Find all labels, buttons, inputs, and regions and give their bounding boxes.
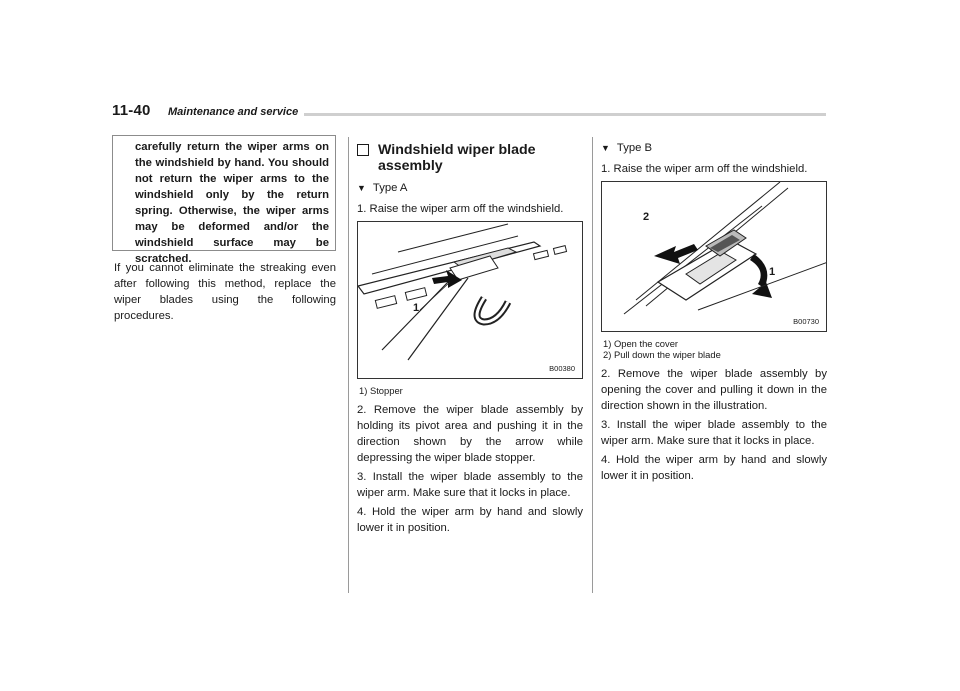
type-b-label: Type B <box>616 142 653 154</box>
column-divider-2 <box>592 137 593 593</box>
right-column <box>601 140 827 487</box>
caution-box <box>112 135 336 265</box>
type-a-step-3: 3. Install the wiper blade assembly to the wiper arm. Make sure that it locks in place. <box>357 471 583 499</box>
type-b-step-1: 1. Raise the wiper arm off the windshield. <box>601 163 808 175</box>
page-header <box>112 104 826 122</box>
type-a-step-1: 1. Raise the wiper arm off the windshield. <box>357 203 564 215</box>
section-title: Maintenance and service <box>168 106 299 118</box>
type-b-heading <box>601 140 827 156</box>
triangle-bullet-icon: ▼ <box>357 183 366 193</box>
section-heading-text: Windshield wiper blade assembly <box>378 142 536 174</box>
section-heading <box>357 142 583 174</box>
heading-square-icon <box>357 144 369 156</box>
type-a-step-2: 2. Remove the wiper blade assembly by holding its pivot area and pushing it in the direction shown by the arrow while depressing the wiper blade stopper. <box>357 404 583 464</box>
type-b-step-4: 4. Hold the wiper arm by hand and slowly lower it in position. <box>601 454 827 482</box>
type-a-heading <box>357 180 583 196</box>
figure-callout-2: 2 <box>643 211 650 223</box>
column-divider-1 <box>348 137 349 593</box>
type-a-step-4: 4. Hold the wiper arm by hand and slowly lower it in position. <box>357 506 583 534</box>
replacement-paragraph: If you cannot eliminate the streaking even after following this method, replace the wiper blades using the following procedures. <box>114 262 336 322</box>
wiper-cover-illustration <box>602 182 827 332</box>
page-number: 11-40 <box>112 102 151 119</box>
figure-code: B00730 <box>793 317 819 326</box>
type-b-step-3: 3. Install the wiper blade assembly to the wiper arm. Make sure that it locks in place. <box>601 419 827 447</box>
header-rule <box>304 113 826 116</box>
caption-pull-down: 2) Pull down the wiper blade <box>603 349 721 360</box>
figure-type-a <box>357 221 583 379</box>
figure-type-b <box>601 181 827 332</box>
left-column <box>114 260 336 324</box>
caption-stopper: 1) Stopper <box>359 385 403 396</box>
figure-callout-1: 1 <box>413 302 420 314</box>
wiper-stopper-illustration <box>358 222 583 379</box>
caution-text: carefully return the wiper arms on the windshield by hand. You should not return the wiper arms to the windshield only by the return spring. Otherwise, the wiper arms may be deformed and/or the windshield surface may be scratched. <box>135 141 329 265</box>
triangle-bullet-icon: ▼ <box>601 143 610 153</box>
type-a-label: Type A <box>372 182 408 194</box>
figure-code: B00380 <box>549 364 575 373</box>
middle-column <box>357 140 583 539</box>
figure-callout-1: 1 <box>769 266 776 278</box>
figure-caption <box>357 385 583 396</box>
caption-open-cover: 1) Open the cover <box>603 338 679 349</box>
type-b-step-2: 2. Remove the wiper blade assembly by opening the cover and pulling it down in the direction shown in the illustration. <box>601 368 827 412</box>
figure-caption <box>601 338 827 360</box>
